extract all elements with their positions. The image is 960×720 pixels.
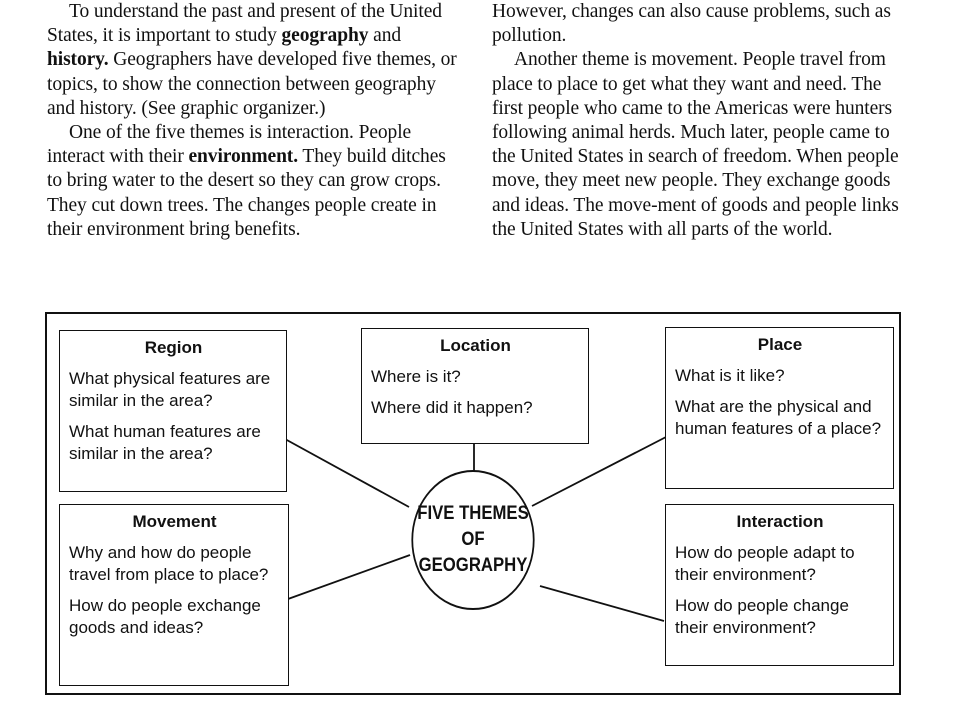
theme-question: How do people adapt to their environment? bbox=[675, 543, 855, 584]
connector-region bbox=[285, 439, 409, 507]
theme-question: What are the physical and human features of a place? bbox=[675, 397, 882, 438]
text-run: Geographers have developed five themes, or topics, to show the connection between geography and history. (See graphic organizer.) bbox=[47, 49, 457, 119]
connector-interaction bbox=[540, 586, 664, 621]
theme-heading: Interaction bbox=[736, 512, 824, 531]
paragraph-movement: Another theme is movement. People travel from place to place to get what they want and need. The first people who came to the Americas were hunters following animal herds. Much later, people came to the United States in search of freedom. When people move, they meet new people. They exchange goods and ideas. The move-ment of goods and people links the United States with all parts of the world. bbox=[492, 49, 899, 240]
text-run: and bbox=[368, 25, 401, 47]
theme-question: Where is it? bbox=[371, 367, 461, 386]
key-term-history: history. bbox=[47, 49, 109, 71]
connector-movement bbox=[288, 555, 410, 599]
theme-heading: Place bbox=[757, 335, 803, 354]
theme-question: What is it like? bbox=[675, 366, 785, 385]
connector-place bbox=[532, 437, 666, 506]
key-term-environment: environment. bbox=[188, 146, 298, 168]
center-hub-line: FIVE THEMES bbox=[417, 503, 529, 524]
text-run: One of the five themes is interaction. People interact with their bbox=[47, 122, 412, 168]
theme-heading: Movement bbox=[132, 512, 217, 531]
theme-question: How do people exchange goods and ideas? bbox=[69, 596, 261, 637]
theme-box-place bbox=[665, 327, 894, 489]
theme-box-location bbox=[361, 328, 589, 444]
theme-question: How do people change their environment? bbox=[675, 596, 849, 637]
key-term-geography: geography bbox=[281, 25, 369, 47]
right-text-column bbox=[492, 0, 912, 242]
theme-question: What physical features are similar in the area? bbox=[69, 369, 271, 410]
center-hub-circle bbox=[411, 470, 534, 610]
theme-heading: Region bbox=[144, 338, 203, 357]
text-run: They build ditches to bring water to the desert so they can grow crops. They cut down trees. The changes people create in their environment bring benefits. bbox=[47, 146, 446, 240]
paragraph-themes-intro bbox=[47, 0, 465, 121]
paragraph-pollution: However, changes can also cause problems, such as pollution. bbox=[492, 1, 891, 47]
theme-question: Why and how do people travel from place to place? bbox=[69, 543, 269, 584]
graphic-organizer bbox=[45, 312, 901, 695]
theme-box-interaction bbox=[665, 504, 894, 666]
text-run: To understand the past and present of the United States, it is important to study bbox=[47, 1, 442, 47]
theme-box-region bbox=[59, 330, 287, 492]
theme-question: What human features are similar in the area? bbox=[69, 422, 261, 463]
theme-heading: Location bbox=[440, 336, 511, 355]
center-hub-label bbox=[413, 501, 533, 579]
center-hub-line: OF GEOGRAPHY bbox=[418, 529, 528, 576]
theme-box-movement bbox=[59, 504, 289, 686]
paragraph-interaction bbox=[47, 121, 465, 242]
left-text-column bbox=[47, 0, 465, 242]
theme-question: Where did it happen? bbox=[371, 398, 533, 417]
